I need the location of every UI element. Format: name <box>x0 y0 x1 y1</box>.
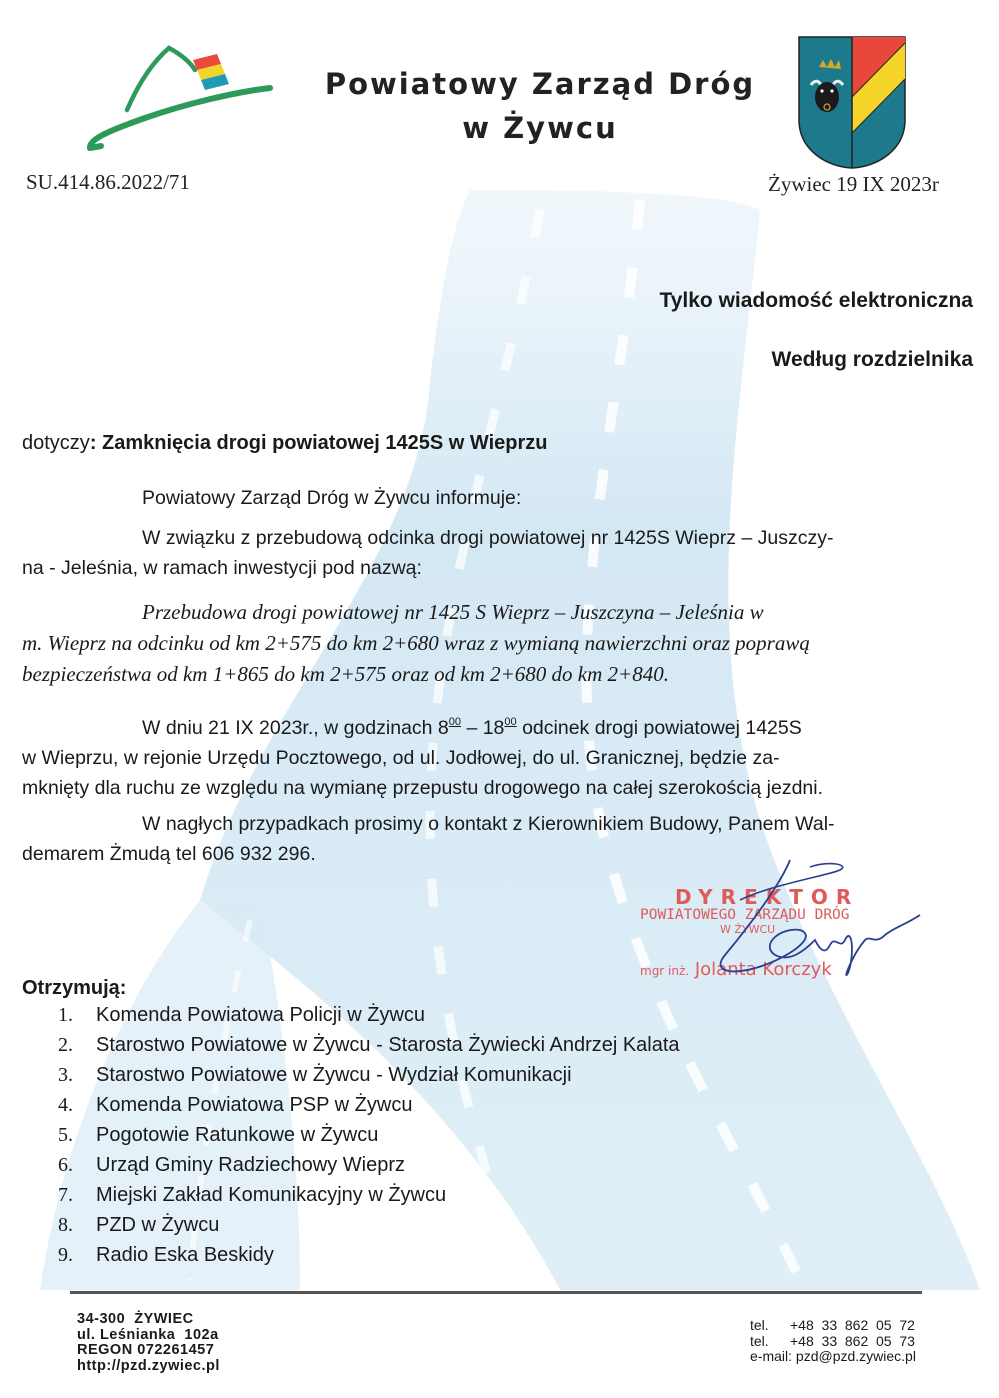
footer-street: ul. Leśnianka 102a <box>77 1326 219 1343</box>
organization-title <box>300 62 780 150</box>
stamp-city: W ŻYWCU <box>720 923 776 936</box>
footer-divider <box>70 1291 922 1294</box>
project-line-3: bezpieczeństwa od km 1+865 do km 2+575 oraz od km 2+680 do km 2+840. <box>22 662 669 686</box>
contact-line-1: W nagłych przypadkach prosimy o kontakt z Kierownikiem Budowy, Panem Wal- <box>142 813 835 835</box>
recipients-heading: Otrzymują: <box>22 977 127 999</box>
subject-line <box>22 432 548 455</box>
closure-line-2: w Wieprzu, w rejonie Urzędu Pocztowego, od ul. Jodłowej, do ul. Granicznej, będzie za- <box>22 747 780 769</box>
handwritten-signature-icon <box>680 855 940 985</box>
mountain-flag-logo-icon <box>85 40 275 155</box>
recipient-item: 3. Starostwo Powiatowe w Żywcu - Wydział Komunikacji <box>58 1064 572 1086</box>
recipient-item: 1. Komenda Powiatowa Policji w Żywcu <box>58 1004 426 1026</box>
context-line-1: W związku z przebudową odcinka drogi powiatowej nr 1425S Wieprz – Juszczy- <box>142 527 834 549</box>
footer-website-link[interactable]: http://pzd.zywiec.pl <box>77 1357 220 1374</box>
footer-email[interactable]: e-mail: pzd@pzd.zywiec.pl <box>750 1348 916 1364</box>
recipient-item: 9. Radio Eska Beskidy <box>58 1244 274 1266</box>
reference-number: SU.414.86.2022/71 <box>26 170 190 194</box>
recipient-item: 2. Starostwo Powiatowe w Żywcu - Starosta Żywiecki Andrzej Kalata <box>58 1034 680 1056</box>
recipient-item: 8. PZD w Żywcu <box>58 1214 220 1236</box>
footer-postal-city: 34-300 ŻYWIEC <box>77 1311 194 1327</box>
project-line-2: m. Wieprz na odcinku od km 2+575 do km 2+680 wraz z wymianą nawierzchni oraz poprawą <box>22 631 810 655</box>
distribution-note: Według rozdzielnika <box>771 348 973 371</box>
paragraph-context <box>22 523 972 583</box>
organization-title-line1: Powiatowy Zarząd Dróg <box>324 67 756 101</box>
closure-line-1: W dniu 21 IX 2023r., w godzinach $8^{00} - 18^{00}$ odcinek drogi powiatowej 1425S <box>142 716 802 739</box>
footer-address <box>77 1312 220 1374</box>
director-stamp <box>640 885 940 995</box>
project-line-1: Przebudowa drogi powiatowej nr 1425 S Wieprz – Juszczyna – Jeleśnia w <box>142 600 764 624</box>
footer-contacts <box>750 1318 916 1365</box>
recipient-item: 6. Urząd Gminy Radziechowy Wieprz <box>58 1154 405 1176</box>
stamp-title: DYREKTOR <box>675 885 860 909</box>
footer-phone-2: tel. +48 33 862 05 73 <box>750 1332 915 1349</box>
paragraph-closure <box>22 707 972 803</box>
delivery-note: Tylko wiadomość elektroniczna <box>659 289 973 312</box>
subject-label: dotyczy <box>22 432 90 454</box>
footer-phone-1: tel. +48 33 862 05 72 <box>750 1317 915 1333</box>
recipient-item: 5. Pogotowie Ratunkowe w Żywcu <box>58 1124 379 1146</box>
organization-title-line2: w Żywcu <box>462 111 618 145</box>
context-line-2: na - Jeleśnia, w ramach inwestycji pod nazwą: <box>22 557 422 579</box>
recipient-item: 4. Komenda Powiatowa PSP w Żywcu <box>58 1094 413 1116</box>
project-name <box>22 597 972 690</box>
stamp-signatory: mgr inż. Jolanta Korczyk <box>640 959 832 980</box>
stamp-organization: POWIATOWEGO ZARZĄDU DRÓG <box>640 907 850 923</box>
intro-text: Powiatowy Zarząd Dróg w Żywcu informuje: <box>142 487 522 509</box>
footer-regon: REGON 072261457 <box>77 1342 215 1358</box>
recipients-list <box>58 1000 680 1270</box>
closure-line-3: mknięty dla ruchu ze względu na wymianę przepustu drogowego na całej szerokością jezdni. <box>22 777 824 799</box>
place-and-date: Żywiec 19 IX 2023r <box>768 172 939 196</box>
paragraph-intro <box>22 483 972 513</box>
recipient-item: 7. Miejski Zakład Komunikacyjny w Żywcu <box>58 1184 447 1206</box>
subject-text: Zamknięcia drogi powiatowej 1425S w Wieprzu <box>102 432 548 454</box>
contact-line-2: demarem Żmudą tel 606 932 296. <box>22 843 316 865</box>
pzd-logo <box>85 40 275 155</box>
coat-of-arms <box>797 35 907 170</box>
coat-of-arms-shield-icon <box>797 35 907 170</box>
subject-colon: : <box>89 432 103 454</box>
